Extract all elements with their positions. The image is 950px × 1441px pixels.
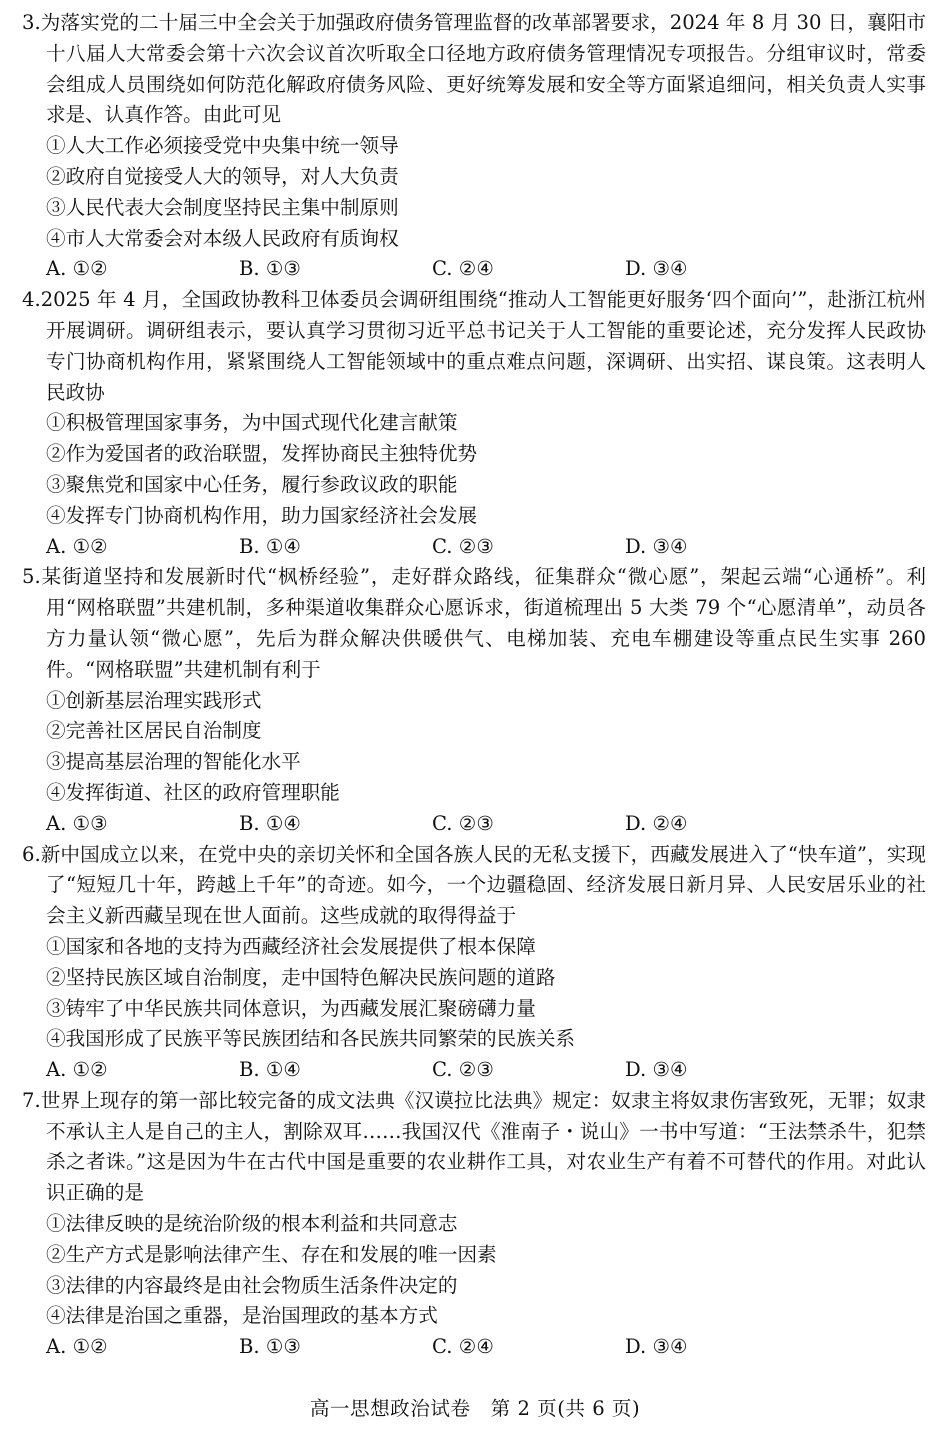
choice-row bbox=[0, 809, 950, 840]
statement-4: ④法律是治国之重器，是治国理政的基本方式 bbox=[46, 1304, 438, 1328]
question-list bbox=[0, 8, 950, 1363]
statement-1: ①创新基层治理实践形式 bbox=[46, 688, 262, 712]
choice-c[interactable]: C. ②③ bbox=[432, 1058, 494, 1082]
question-6 bbox=[0, 840, 950, 1086]
question-5 bbox=[0, 562, 950, 839]
choice-d[interactable]: D. ②④ bbox=[625, 811, 688, 835]
choice-c[interactable]: C. ②④ bbox=[432, 1335, 494, 1359]
choice-a[interactable]: A. ①② bbox=[46, 1335, 108, 1359]
question-3 bbox=[0, 8, 950, 285]
choice-d[interactable]: D. ③④ bbox=[625, 1335, 688, 1359]
page-footer: 高一思想政治试卷 第 2 页(共 6 页) bbox=[309, 1397, 641, 1420]
statement-2: ②生产方式是影响法律产生、存在和发展的唯一因素 bbox=[46, 1242, 497, 1266]
choice-d[interactable]: D. ③④ bbox=[625, 534, 688, 558]
statement-3: ③人民代表大会制度坚持民主集中制原则 bbox=[46, 195, 399, 219]
choice-c[interactable]: C. ②③ bbox=[432, 534, 494, 558]
statement-1: ①国家和各地的支持为西藏经济社会发展提供了根本保障 bbox=[46, 934, 536, 958]
statement-1: ①积极管理国家事务，为中国式现代化建言献策 bbox=[46, 411, 458, 435]
question-7 bbox=[0, 1086, 950, 1363]
statement-2: ②坚持民族区域自治制度，走中国特色解决民族问题的道路 bbox=[46, 965, 556, 989]
question-stem bbox=[0, 840, 950, 932]
choice-c[interactable]: C. ②④ bbox=[432, 257, 494, 281]
statement-3: ③铸牢了中华民族共同体意识，为西藏发展汇聚磅礴力量 bbox=[46, 996, 536, 1020]
choice-a[interactable]: A. ①② bbox=[46, 1058, 108, 1082]
choice-b[interactable]: B. ①④ bbox=[239, 534, 301, 558]
statement-3: ③提高基层治理的智能化水平 bbox=[46, 750, 301, 774]
choice-d[interactable]: D. ③④ bbox=[625, 257, 688, 281]
question-stem bbox=[0, 8, 950, 131]
statement-3: ③聚焦党和国家中心任务，履行参政议政的职能 bbox=[46, 472, 458, 496]
choice-a[interactable]: A. ①② bbox=[46, 257, 108, 281]
question-4 bbox=[0, 285, 950, 562]
question-number: 5. bbox=[22, 565, 41, 589]
statement-4: ④发挥专门协商机构作用，助力国家经济社会发展 bbox=[46, 503, 478, 527]
question-text: 2025 年 4 月，全国政协教科卫体委员会调研组围绕“推动人工智能更好服务‘四个面向’”，赴浙江杭州开展调研。调研组表示，要认真学习贯彻习近平总书记关于人工智能的重要论述，充分发挥人民政协专门协商机构作用，紧紧围绕人工智能领域中的重点难点问题，深调研、出实招、谋良策。这表明人民政协 bbox=[40, 288, 926, 404]
question-number: 4. bbox=[22, 288, 41, 312]
choice-a[interactable]: A. ①② bbox=[46, 534, 108, 558]
choice-row bbox=[0, 1332, 950, 1363]
statement-1: ①人大工作必须接受党中央集中统一领导 bbox=[46, 134, 399, 158]
statement-2: ②作为爱国者的政治联盟，发挥协商民主独特优势 bbox=[46, 442, 478, 466]
choice-a[interactable]: A. ①③ bbox=[46, 811, 108, 835]
choice-c[interactable]: C. ②③ bbox=[432, 811, 494, 835]
choice-row bbox=[0, 1055, 950, 1086]
question-number: 7. bbox=[22, 1088, 41, 1112]
question-text: 某街道坚持和发展新时代“枫桥经验”，走好群众路线，征集群众“微心愿”，架起云端“心通桥”。利用“网格联盟”共建机制，多种渠道收集群众心愿诉求，街道梳理出 5 大类 79 个“心愿清单”，动员各方力量认领“微心愿”，先后为群众解决供暖供气、电梯加装、充电车棚建设等重点民生实事 260 件。“网格联盟”共建机制有利于 bbox=[40, 565, 926, 681]
statement-2: ②完善社区居民自治制度 bbox=[46, 719, 262, 743]
question-stem bbox=[0, 285, 950, 408]
question-stem bbox=[0, 562, 950, 685]
statement-3: ③法律的内容最终是由社会物质生活条件决定的 bbox=[46, 1273, 458, 1297]
choice-row bbox=[0, 532, 950, 563]
question-text: 新中国成立以来，在党中央的亲切关怀和全国各族人民的无私支援下，西藏发展进入了“快车道”，实现了“短短几十年，跨越上千年”的奇迹。如今，一个边疆稳固、经济发展日新月异、人民安居乐业的社会主义新西藏呈现在世人面前。这些成就的取得得益于 bbox=[40, 842, 926, 928]
choice-b[interactable]: B. ①④ bbox=[239, 1058, 301, 1082]
statement-1: ①法律反映的是统治阶级的根本利益和共同意志 bbox=[46, 1212, 458, 1236]
choice-row bbox=[0, 254, 950, 285]
choice-d[interactable]: D. ③④ bbox=[625, 1058, 688, 1082]
question-text: 世界上现存的第一部比较完备的成文法典《汉谟拉比法典》规定：奴隶主将奴隶伤害致死，无罪；奴隶不承认主人是自己的主人，割除双耳……我国汉代《淮南子・说山》一书中写道：“王法禁杀牛，犯禁杀之者诛。”这是因为牛在古代中国是重要的农业耕作工具，对农业生产有着不可替代的作用。对此认识正确的是 bbox=[40, 1088, 926, 1205]
question-number: 3. bbox=[22, 11, 41, 34]
statement-4: ④发挥街道、社区的政府管理职能 bbox=[46, 780, 340, 804]
question-stem bbox=[0, 1086, 950, 1209]
statement-4: ④市人大常委会对本级人民政府有质询权 bbox=[46, 226, 399, 250]
choice-b[interactable]: B. ①③ bbox=[239, 1335, 301, 1359]
statement-2: ②政府自觉接受人大的领导，对人大负责 bbox=[46, 164, 399, 188]
choice-b[interactable]: B. ①③ bbox=[239, 257, 301, 281]
statement-4: ④我国形成了民族平等民族团结和各民族共同繁荣的民族关系 bbox=[46, 1027, 576, 1051]
question-text: 为落实党的二十届三中全会关于加强政府债务管理监督的改革部署要求，2024 年 8 月 30 日，襄阳市十八届人大常委会第十六次会议首次听取全口径地方政府债务管理情况专项报告。分组审议时，常委会组成人员围绕如何防范化解政府债务风险、更好统筹发展和安全等方面紧追细问，相关负责人实事求是、认真作答。由此可见 bbox=[40, 11, 926, 127]
choice-b[interactable]: B. ①④ bbox=[239, 811, 301, 835]
question-number: 6. bbox=[22, 842, 41, 866]
